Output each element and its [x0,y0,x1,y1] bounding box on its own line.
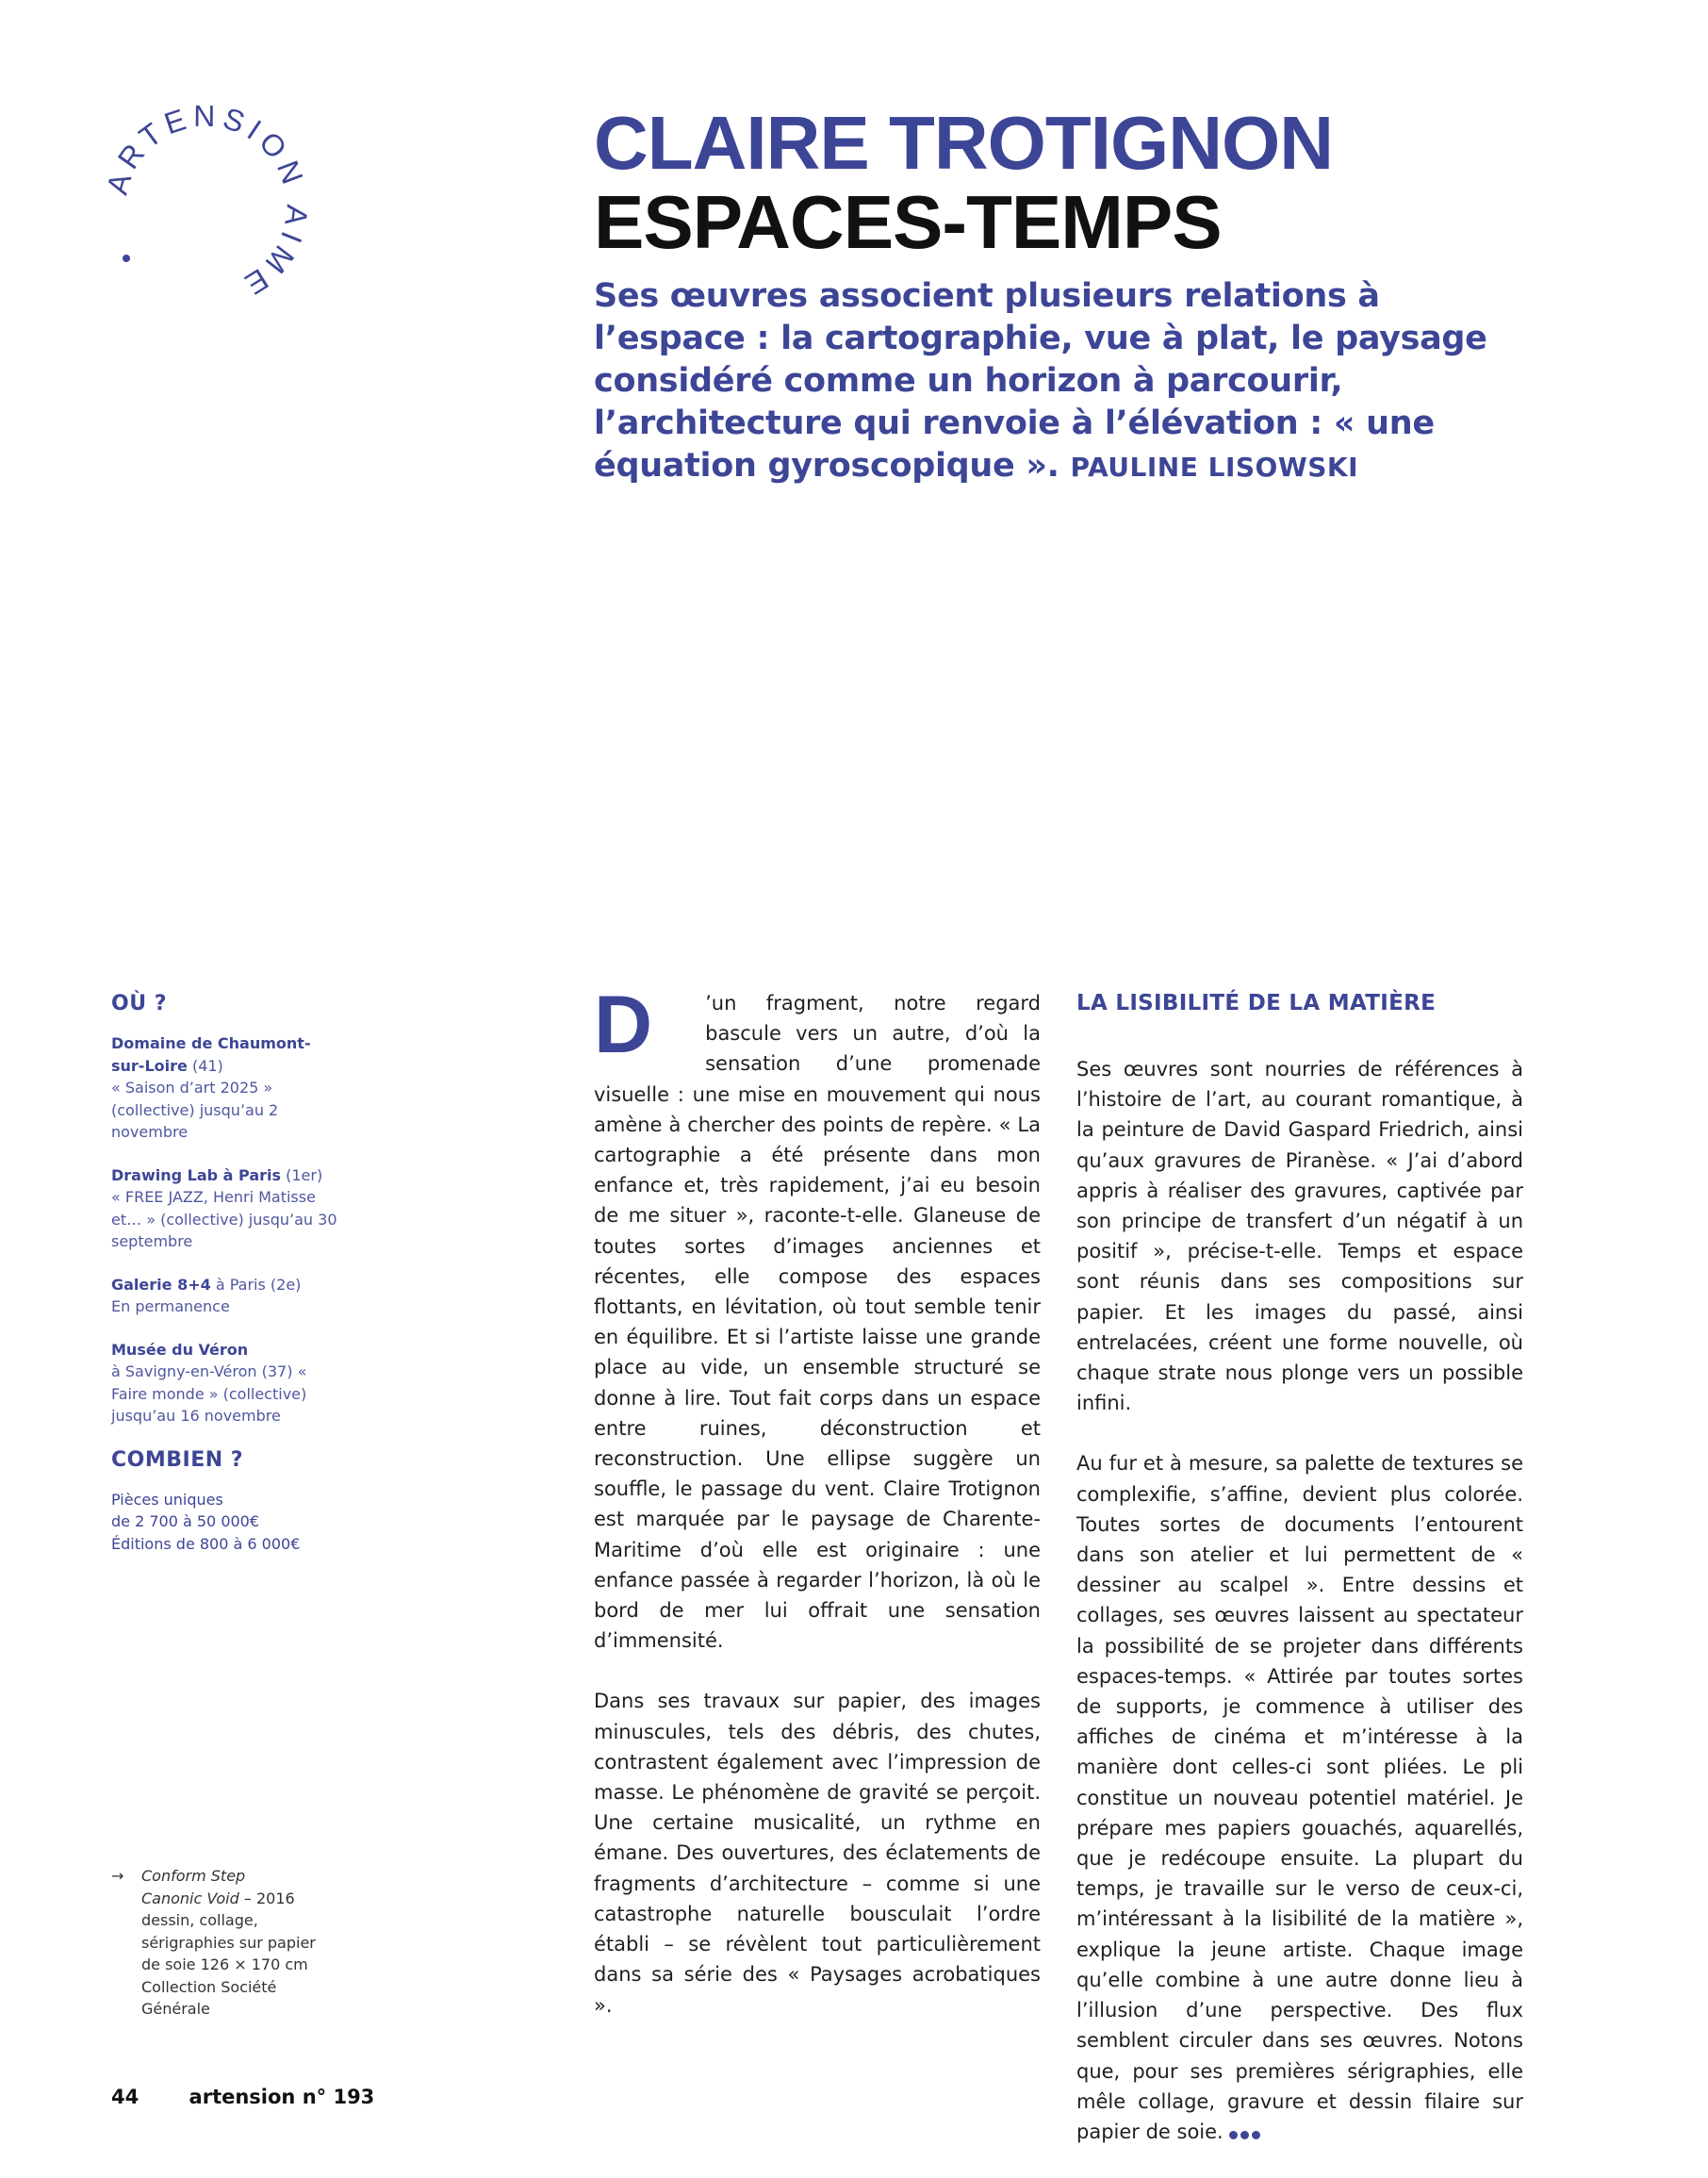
dek-text: Ses œuvres associent plusieurs relations à l’espace : la cartographie, vue à plat, le paysage considéré comme un horizon à parcourir, l’architecture qui renvoie à l’élévation : « une équation gyroscopique ». [594,277,1487,485]
price-line: de 2 700 à 50 000€ [111,1512,260,1530]
venue-place: (41) [187,1056,223,1075]
body-paragraph [1076,1448,1523,2148]
venue-place: à Paris (2e) [210,1275,302,1294]
body-column-2 [1076,988,1523,2178]
venue-place: (1er) [281,1165,323,1184]
venue-entry [111,1274,337,1318]
body-column-1 [594,980,1041,2051]
price-heading: COMBIEN ? [111,1447,244,1472]
venue-details: « Saison d’art 2025 » (collective) jusqu’au 2 novembre [111,1079,279,1141]
venue-entry [111,1032,337,1144]
venue-name: Musée du Véron [111,1340,249,1359]
artwork-caption [111,1865,337,2021]
artwork-details: dessin, collage, sérigraphies sur papier de soie 126 × 170 cm Collection Société Générale [141,1911,316,2018]
price-info [111,1489,337,1556]
paragraph-text: Au fur et à mesure, sa palette de textures se complexifie, s’affine, devient plus colorée. Toutes sortes de documents l’entourent dans son atelier et lui permettent de « dessiner au scalpel ». Entre dessins et collages, ses œuvres laissent au spectateur la possibilité de se projeter dans différents espaces-temps. « Attirée par toutes sortes de supports, je commence à utiliser des affiches de cinéma et m’intéresse à la manière dont celles-ci sont pliées. Le pli constitue un nouveau potentiel matériel. Je prépare mes papiers gouachés, aquarellés, que je redécoupe ensuite. La plupart du temps, je travaille sur le verso de ceux-ci, m’intéressant à la lisibilité de la matière », explique la jeune artiste. Chaque image qu’elle combine à une autre donne lieu à l’illusion d’une perspective. Des flux semblent circuler dans ses œuvres. Notons que, pour ses premières sérigraphies, elle mêle collage, gravure et dessin filaire sur papier de soie. [1076,1452,1523,2143]
price-line: Éditions de 800 à 6 000€ [111,1534,301,1553]
end-mark-icon [1229,2118,1263,2148]
article-dek [594,275,1536,488]
body-paragraph: Dans ses travaux sur papier, des images minuscules, tels des débris, des chutes, contrastent également avec l’impression de masse. Le phénomène de gravité se perçoit. Une certaine musicalité, un rythme en émane. Des ouvertures, des éclatements de fragments d’architecture – comme si une catastrophe naturelle bousculait l’ordre établi – se révèlent tout particulièrement dans sa série des « Paysages acrobatiques ». [594,1690,1041,2017]
venue-name: Drawing Lab à Paris [111,1165,282,1184]
badge-text: ARTENSION AIME [99,98,315,305]
venue-details: « FREE JAZZ, Henri Matisse et… » (collective) jusqu’au 30 septembre [111,1188,337,1250]
venue-details: à Savigny-en-Véron (37) « Faire monde » (collective) jusqu’au 16 novembre [111,1362,307,1425]
article-header [594,101,1536,488]
venue-details: En permanence [111,1297,230,1315]
artwork-title-line1: Conform Step [141,1867,246,1885]
author-byline: PAULINE LISOWSKI [1070,452,1359,483]
paragraph-text: ’un fragment, notre regard bascule vers un autre, d’où la sensation d’une promenade visuelle : une mise en mouvement qui nous amène à chercher des points de repère. « La cartographie a été présente dans mon enfance et, très rapidement, j’ai eu besoin de me situer », raconte-t-elle. Glaneuse de toutes sortes d’images anciennes et récentes, elle compose des espaces flottants, en lévitation, où tout semble tenir en équilibre. Et si l’artiste laisse une grande place au vide, un ensemble structuré se donne à lire. Tout fait corps dans un espace entre ruines, déconstruction et reconstruction. Une ellipse suggère un souffle, le passage du vent. Claire Trotignon est marquée par le paysage de Charente-Maritime d’où elle est originaire : une enfance passée à regarder l’horizon, là où le bord de mer lui offrait une sensation d’immensité. [594,992,1041,1653]
page-footer [111,2086,418,2108]
badge-dot [123,255,130,262]
article-subtitle: ESPACES-TEMPS [594,180,1222,264]
magazine-issue: artension n° 193 [189,2086,375,2108]
drop-cap: D [594,980,653,1070]
info-sidebar [111,992,337,1576]
body-paragraph [594,980,1041,1656]
price-line: Pièces uniques [111,1490,223,1509]
section-heading: LA LISIBILITÉ DE LA MATIÈRE [1076,991,1437,1015]
artwork-year: – 2016 [238,1889,295,1907]
body-paragraph: Ses œuvres sont nourries de références à l’histoire de l’art, au courant romantique, à la peinture de David Gaspard Friedrich, ainsi qu’aux gravures de Piranèse. « J’ai d’abord appris à réaliser des gravures, captivée par son principe de transfert d’un négatif à un positif », précise-t-elle. Temps et espace sont réunis dans ses compositions sur papier. Et les images du passé, ainsi entrelacées, créent une forme nouvelle, où chaque strate nous plonge vers un possible infini. [1076,1058,1523,1415]
arrow-right-icon: → [111,1867,124,1885]
page-number: 44 [111,2086,140,2108]
venue-name: Domaine de Chaumont-sur-Loire [111,1034,311,1075]
venue-entry [111,1339,337,1427]
artist-name-title: CLAIRE TROTIGNON [594,101,1333,185]
artension-aime-badge [98,98,315,315]
venue-entry [111,1164,337,1253]
where-heading: OÙ ? [111,992,167,1015]
venue-name: Galerie 8+4 [111,1275,211,1294]
artwork-title-line2: Canonic Void [141,1889,239,1907]
